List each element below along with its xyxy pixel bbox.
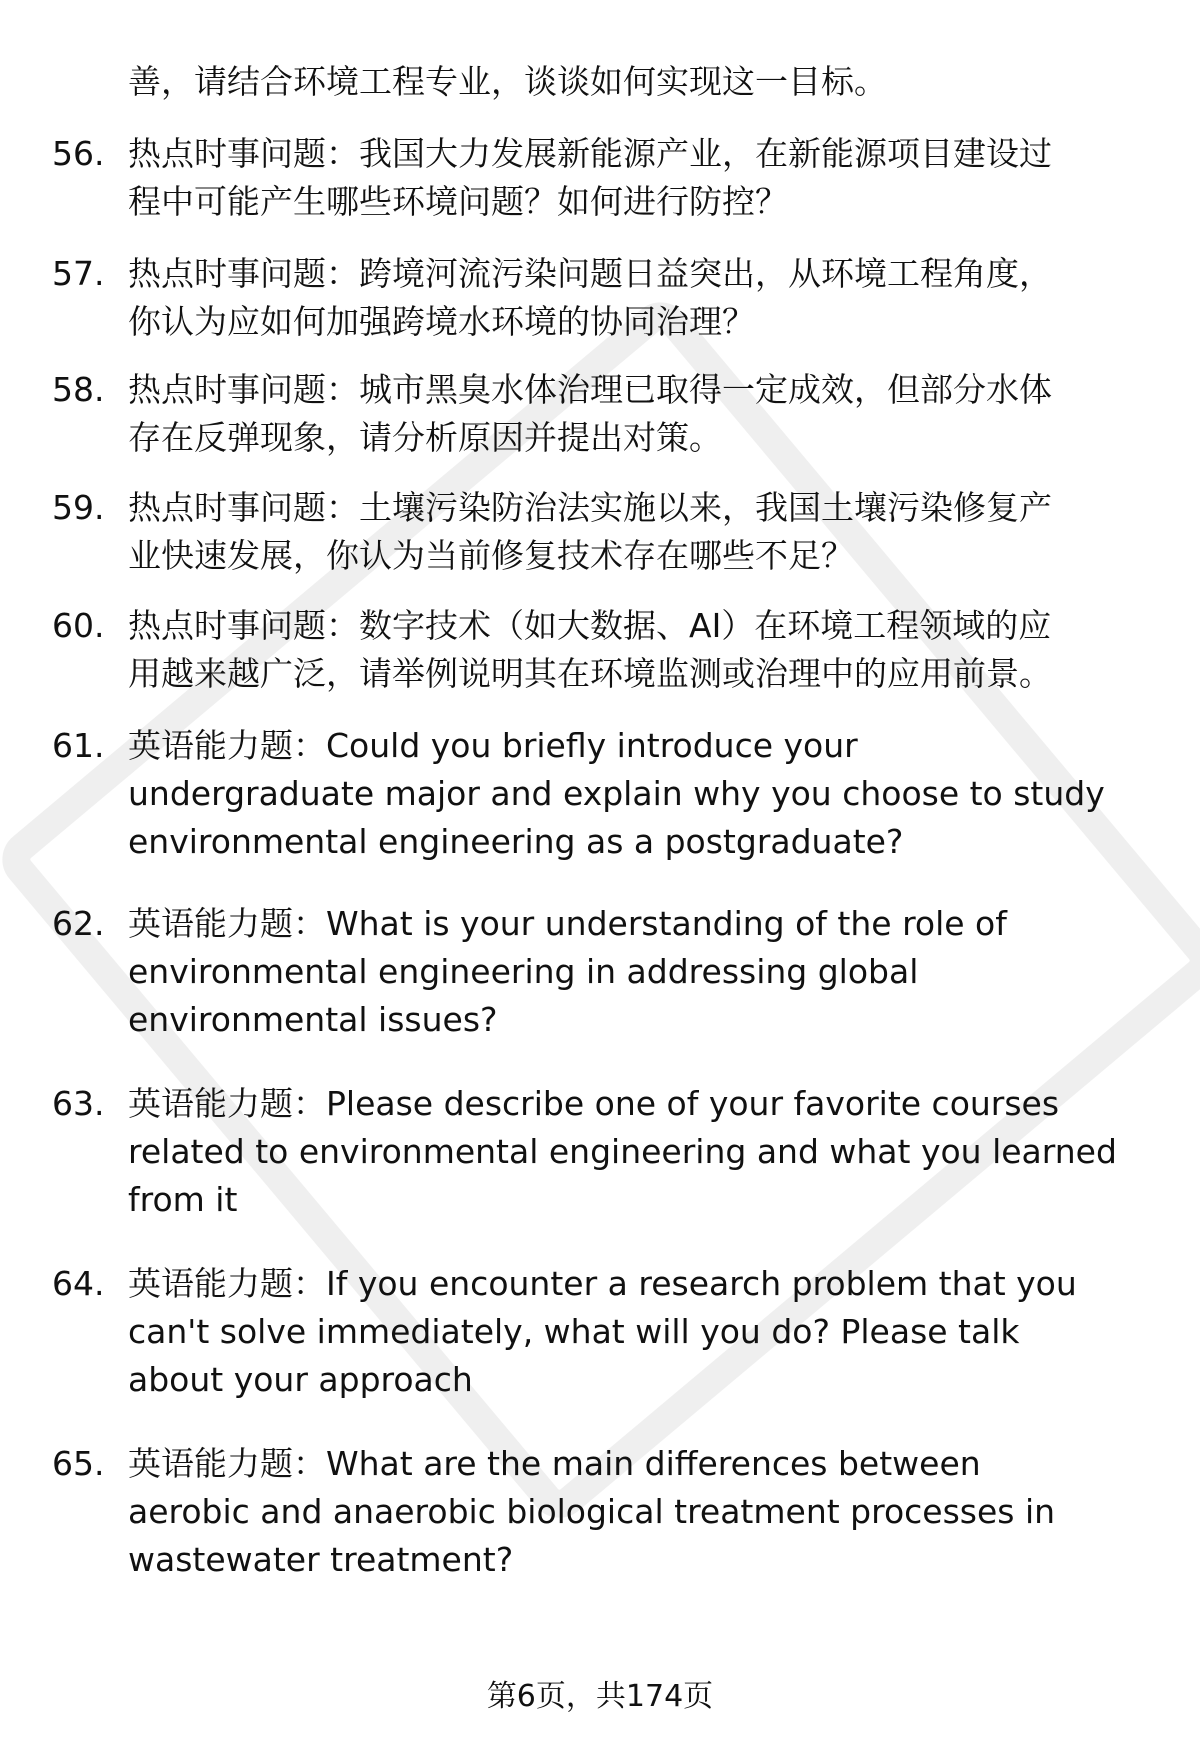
question-line: 程中可能产生哪些环境问题？如何进行防控？ — [128, 182, 788, 221]
question-number: 60. — [52, 606, 105, 645]
question-line: 热点时事问题：土壤污染防治法实施以来，我国土壤污染修复产 — [128, 488, 1052, 527]
question-number: 64. — [52, 1264, 105, 1303]
question-line: 英语能力题：Please describe one of your favorite courses — [128, 1084, 1060, 1123]
question-number: 65. — [52, 1444, 105, 1483]
question-line: 热点时事问题：数字技术（如大数据、AI）在环境工程领域的应 — [128, 606, 1052, 645]
question-number: 56. — [52, 134, 105, 173]
question-line: about your approach — [128, 1360, 473, 1399]
question-number: 62. — [52, 904, 105, 943]
question-number: 63. — [52, 1084, 105, 1123]
question-number: 59. — [52, 488, 105, 527]
continuation-text: 善，请结合环境工程专业，谈谈如何实现这一目标。 — [128, 62, 887, 101]
question-line: aerobic and anaerobic biological treatment processes in — [128, 1492, 1056, 1531]
question-line: can't solve immediately, what will you do? Please talk — [128, 1312, 1020, 1351]
question-line: 热点时事问题：城市黑臭水体治理已取得一定成效，但部分水体 — [128, 370, 1052, 409]
question-line: 存在反弹现象，请分析原因并提出对策。 — [128, 418, 722, 457]
question-line: 英语能力题：Could you briefly introduce your — [128, 726, 858, 765]
question-number: 57. — [52, 254, 105, 293]
question-line: environmental issues? — [128, 1000, 498, 1039]
question-line: wastewater treatment? — [128, 1540, 514, 1579]
question-line: 英语能力题：What are the main differences between — [128, 1444, 981, 1483]
question-line: 业快速发展，你认为当前修复技术存在哪些不足？ — [128, 536, 854, 575]
page-footer: 第6页，共174页 — [486, 1679, 714, 1714]
question-line: from it — [128, 1180, 238, 1219]
question-line: 你认为应如何加强跨境水环境的协同治理？ — [128, 302, 755, 341]
question-line: related to environmental engineering and what you learned — [128, 1132, 1117, 1171]
question-line: 英语能力题：What is your understanding of the role of — [128, 904, 1007, 943]
question-number: 61. — [52, 726, 105, 765]
question-line: undergraduate major and explain why you choose to study — [128, 774, 1105, 813]
question-number: 58. — [52, 370, 105, 409]
question-line: 热点时事问题：我国大力发展新能源产业，在新能源项目建设过 — [128, 134, 1052, 173]
question-line: 热点时事问题：跨境河流污染问题日益突出，从环境工程角度， — [128, 254, 1052, 293]
question-line: environmental engineering in addressing global — [128, 952, 919, 991]
question-line: 英语能力题：If you encounter a research problem that you — [128, 1264, 1077, 1303]
question-line: environmental engineering as a postgraduate? — [128, 822, 904, 861]
question-line: 用越来越广泛，请举例说明其在环境监测或治理中的应用前景。 — [128, 654, 1052, 693]
